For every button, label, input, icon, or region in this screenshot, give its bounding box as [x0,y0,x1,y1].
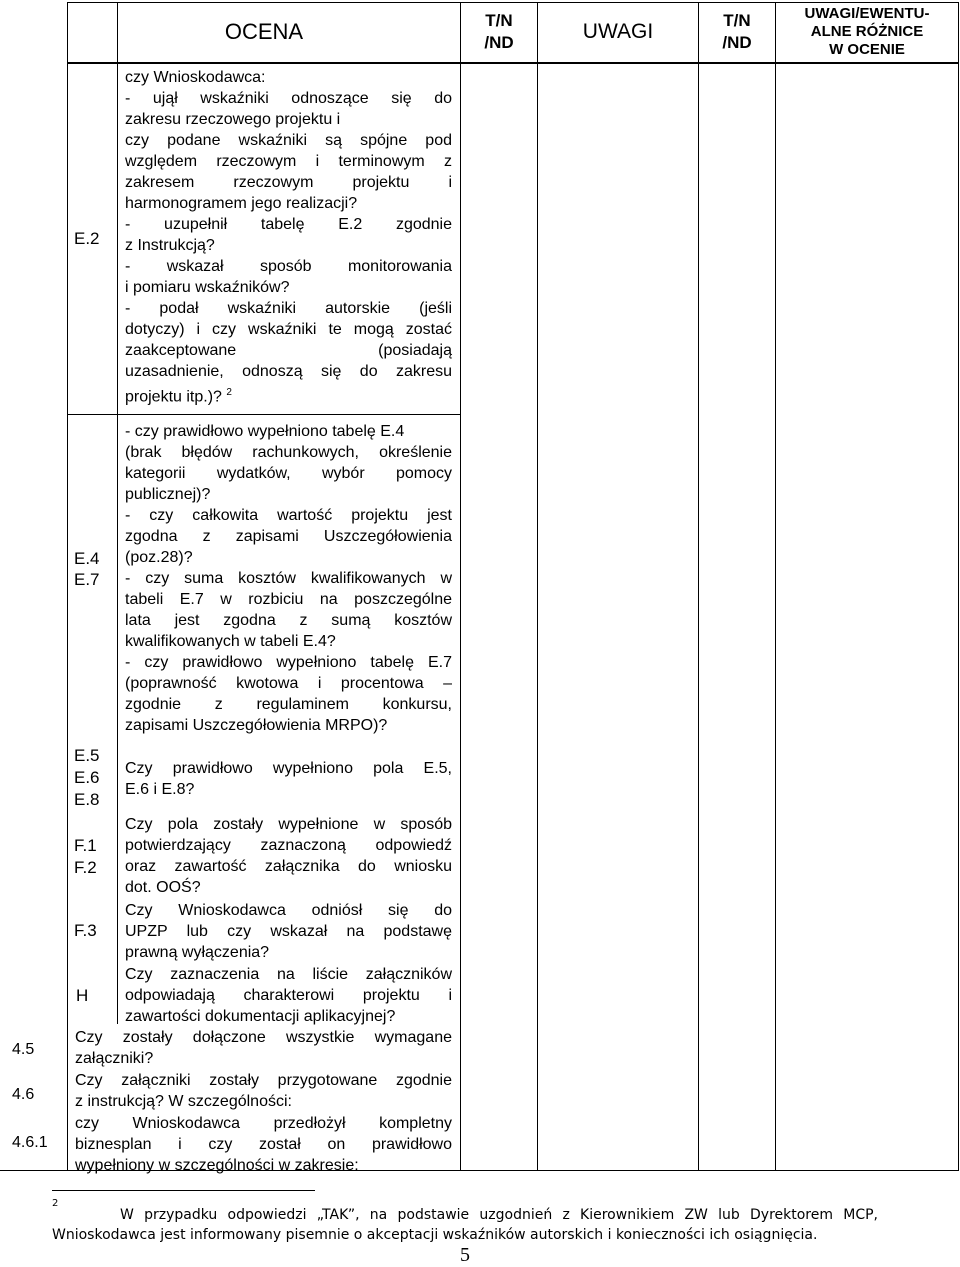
criterion-line: wypełniony w szczególności w zakresie: [75,1157,359,1174]
column-line-uwagi [698,2,699,1170]
section-code-4-6-1: 4.6.1 [12,1134,48,1151]
footnote-marker: 2 [52,1198,59,1209]
criterion-line: zgodnie z regulaminem konkursu, [125,696,452,713]
criterion-line: (poz.28)? [125,549,193,566]
section-code-h: H [76,986,89,1005]
column-line-ocena [460,2,461,1170]
criterion-line: zgodna z zapisami Uszczegółowienia [125,528,452,545]
column-line-tn2 [775,2,776,1170]
criterion-line: - czy całkowita wartość projektu jest [125,507,452,524]
criterion-line: (poprawność kwotowa i procentowa – [125,675,452,692]
header-tn-1: T/N /ND [484,11,514,52]
section-code-4-6: 4.6 [12,1086,35,1103]
footnote-reference: 2 [226,387,232,398]
section-code-e6: E.6 [74,768,100,787]
criterion-line-last [125,382,452,407]
criterion-line: z Instrukcją? [125,237,215,254]
criterion-line: E.6 i E.8? [125,781,195,798]
header-divider [67,62,959,64]
criterion-h [125,964,452,1027]
criterion-line: oraz zawartość załącznika do wniosku [125,858,452,875]
criterion-line: - czy prawidłowo wypełniono tabelę E.7 [125,654,452,671]
header-ocena: OCENA [224,19,304,44]
criterion-line: zapisami Uszczegółowienia MRPO)? [125,717,388,734]
criterion-line: dotyczy) i czy wskaźniki te mogą zostać [125,321,452,338]
criterion-line: - uzupełnił tabelę E.2 zgodnie [125,216,452,233]
criterion-4-6 [75,1070,452,1112]
criterion-line: i pomiaru wskaźników? [125,279,290,296]
criterion-line: zakresu rzeczowego projektu i [125,111,341,128]
criterion-line: biznesplan i czy został on prawidłowo [75,1136,452,1153]
section-code-e4: E.4 [74,549,100,568]
section-code-e7: E.7 [74,570,100,589]
criterion-line: lata jest zgodna z sumą kosztów [125,612,452,629]
criterion-line: Czy pola zostały wypełnione w sposób [125,816,452,833]
criterion-line: zakresem rzeczowym projektu i [125,174,452,191]
header-uwagi: UWAGI [582,20,654,43]
criterion-line: z instrukcją? W szczególności: [75,1093,292,1110]
criterion-line: Czy zaznaczenia na liście załączników [125,966,452,983]
footnote-separator [52,1190,315,1191]
page-number: 5 [460,1244,470,1266]
header-uwagi-ewentualne: UWAGI/EWENTU- ALNE RÓŻNICE W OCENIE [804,5,930,58]
criterion-line: czy Wnioskodawca: [125,69,266,86]
criterion-text: projektu itp.)? [125,388,222,406]
criterion-e4-e7 [125,421,452,736]
criterion-line: zawartości dokumentacji aplikacyjnej? [125,1008,396,1025]
criterion-line: - czy suma kosztów kwalifikowanych w [125,570,452,587]
section-code-f1: F.1 [74,836,97,855]
column-line-tn1 [537,2,538,1170]
criterion-line: Czy prawidłowo wypełniono pola E.5, [125,760,452,777]
column-line-right [958,2,959,1170]
criterion-line: Czy Wnioskodawca odniósł się do [125,902,452,919]
criterion-line: UPZP lub czy wskazał na podstawę [125,923,452,940]
section-code-e2: E.2 [74,229,100,248]
criterion-line: (brak błędów rachunkowych, określenie [125,444,452,461]
criterion-line: zaakceptowane (posiadają [125,342,452,359]
criterion-line: czy Wnioskodawca przedłożył kompletny [75,1115,452,1132]
criterion-line: uzasadnienie, odnoszą się do zakresu [125,363,452,380]
criterion-line: - czy prawidłowo wypełniono tabelę E.4 [125,423,405,440]
criterion-4-6-1 [75,1113,452,1176]
criterion-line: kategorii wydatków, wybór pomocy [125,465,452,482]
row-divider-e2 [67,414,460,415]
criterion-line: Czy zostały dołączone wszystkie wymagane [75,1029,452,1046]
criterion-line: odpowiadają charakterowi projektu i [125,987,452,1004]
criterion-line: względem rzeczowym i terminowym z [125,153,452,170]
criterion-4-5 [75,1027,452,1069]
criterion-line: harmonogramem jego realizacji? [125,195,358,212]
section-code-4-5: 4.5 [12,1041,35,1058]
footnote-line-1: W przypadku odpowiedzi „TAK”, na podstawie uzgodnień z Kierownikiem ZW lub Dyrektorem MCP, [120,1207,878,1223]
criterion-line: Czy załączniki zostały przygotowane zgodnie [75,1072,452,1089]
criterion-line: czy podane wskaźniki są spójne pod [125,132,452,149]
section-code-e5: E.5 [74,746,100,765]
criterion-line: publicznej)? [125,486,211,503]
criterion-line: - ujął wskaźniki odnoszące się do [125,90,452,107]
header-tn-2: T/N /ND [722,11,752,52]
criterion-line: - podał wskaźniki autorskie (jeśli [125,300,452,317]
criterion-line: kwalifikowanych w tabeli E.4? [125,633,336,650]
criterion-line: tabeli E.7 w rozbiciu na poszczególne [125,591,452,608]
criterion-line: dot. OOŚ? [125,879,201,896]
criterion-line: - wskazał sposób monitorowania [125,258,452,275]
section-code-e8: E.8 [74,790,100,809]
criterion-f3 [125,900,452,963]
criterion-line: potwierdzający zaznaczoną odpowiedź [125,837,452,854]
criterion-line: prawną wyłączenia? [125,944,270,961]
column-line-code [117,2,118,1024]
criterion-e2 [125,67,452,407]
table-border-top [67,2,959,3]
column-line-left [67,2,68,1170]
section-code-f3: F.3 [74,921,97,940]
footnote-line-2: Wnioskodawca jest informowany pisemnie o akceptacji wskaźników autorskich i konieczności ich osiągnięcia. [52,1227,818,1243]
section-code-f2: F.2 [74,858,97,877]
criterion-f1-f2 [125,814,452,898]
criterion-line: załączniki? [75,1050,154,1067]
criterion-e5-e6-e8 [125,758,452,800]
